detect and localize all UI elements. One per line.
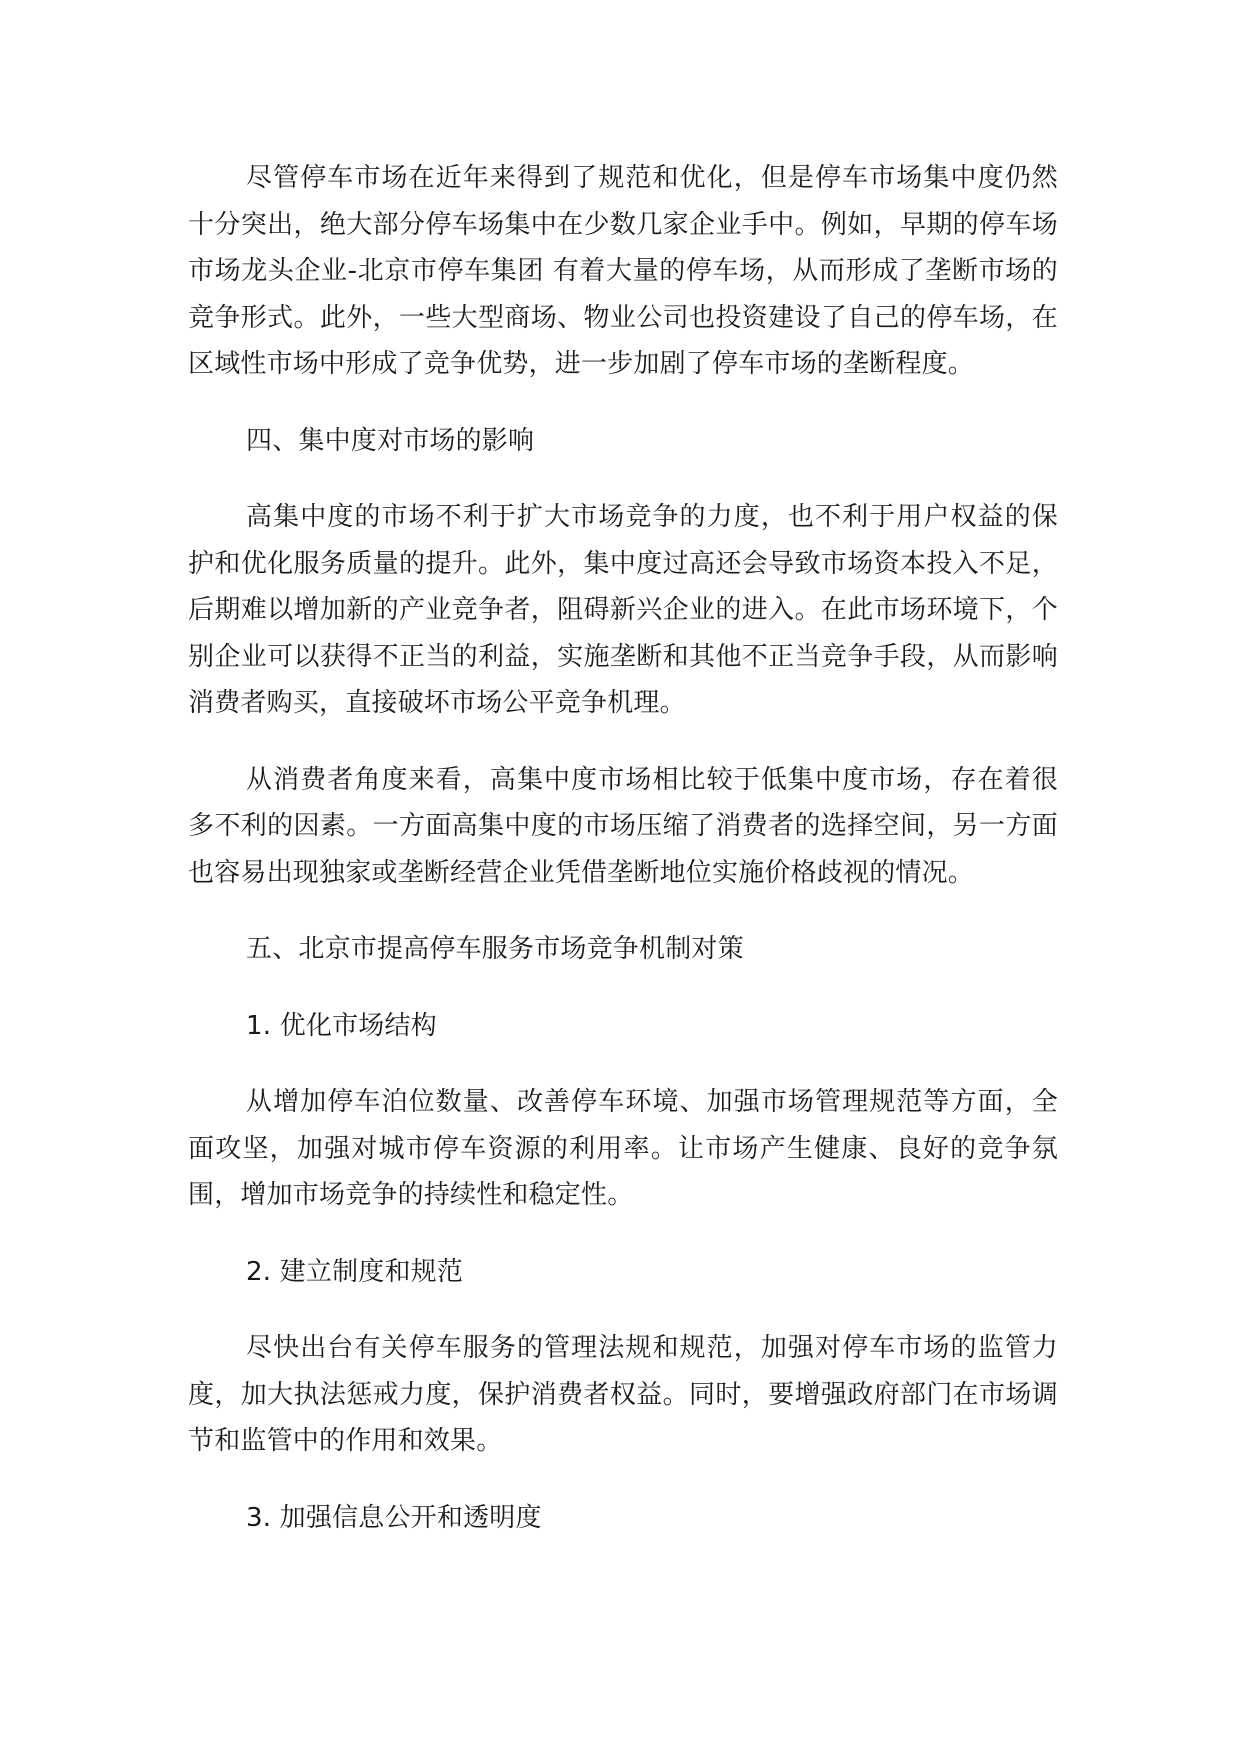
paragraph-regulations: 尽快出台有关停车服务的管理法规和规范，加强对停车市场的监管力度，加大执法惩戒力度，保护消费者权益。同时，要增强政府部门在市场调节和监管中的作用和效果。: [188, 1333, 1058, 1456]
paragraph-optimize-structure: 从增加停车泊位数量、改善停车环境、加强市场管理规范等方面，全面攻坚，加强对城市停车资源的利用率。让市场产生健康、良好的竞争氛围，增加市场竞争的持续性和稳定性。: [188, 1087, 1058, 1210]
heading-subsection-3: 3. 加强信息公开和透明度: [246, 1502, 542, 1533]
document-page: [188, 155, 1058, 1571]
paragraph-market-concentration: 尽管停车市场在近年来得到了规范和优化，但是停车市场集中度仍然十分突出，绝大部分停车场集中在少数几家企业手中。例如，早期的停车场市场龙头企业-北京市停车集团 有着大量的停车场，从而形成了垄断市场的竞争形式。此外，一些大型商场、物业公司也投资建设了自己的停车场，在区域性市场中形成了竞争优势，进一步加剧了停车市场的垄断程度。: [188, 163, 1058, 379]
heading-subsection-1: 1. 优化市场结构: [246, 1010, 437, 1041]
heading-section-four: 四、集中度对市场的影响: [246, 425, 535, 456]
heading-section-five: 五、北京市提高停车服务市场竞争机制对策: [246, 934, 744, 964]
paragraph-concentration-effects: 高集中度的市场不利于扩大市场竞争的力度，也不利于用户权益的保护和优化服务质量的提升。此外，集中度过高还会导致市场资本投入不足，后期难以增加新的产业竞争者，阻碍新兴企业的进入。在此市场环境下，个别企业可以获得不正当的利益，实施垄断和其他不正当竞争手段，从而影响消费者购买，直接破坏市场公平竞争机理。: [188, 502, 1058, 718]
heading-subsection-2: 2. 建立制度和规范: [246, 1256, 464, 1287]
paragraph-consumer-perspective: 从消费者角度来看，高集中度市场相比较于低集中度市场，存在着很多不利的因素。一方面高集中度的市场压缩了消费者的选择空间，另一方面也容易出现独家或垄断经营企业凭借垄断地位实施价格歧视的情况。: [188, 764, 1058, 888]
